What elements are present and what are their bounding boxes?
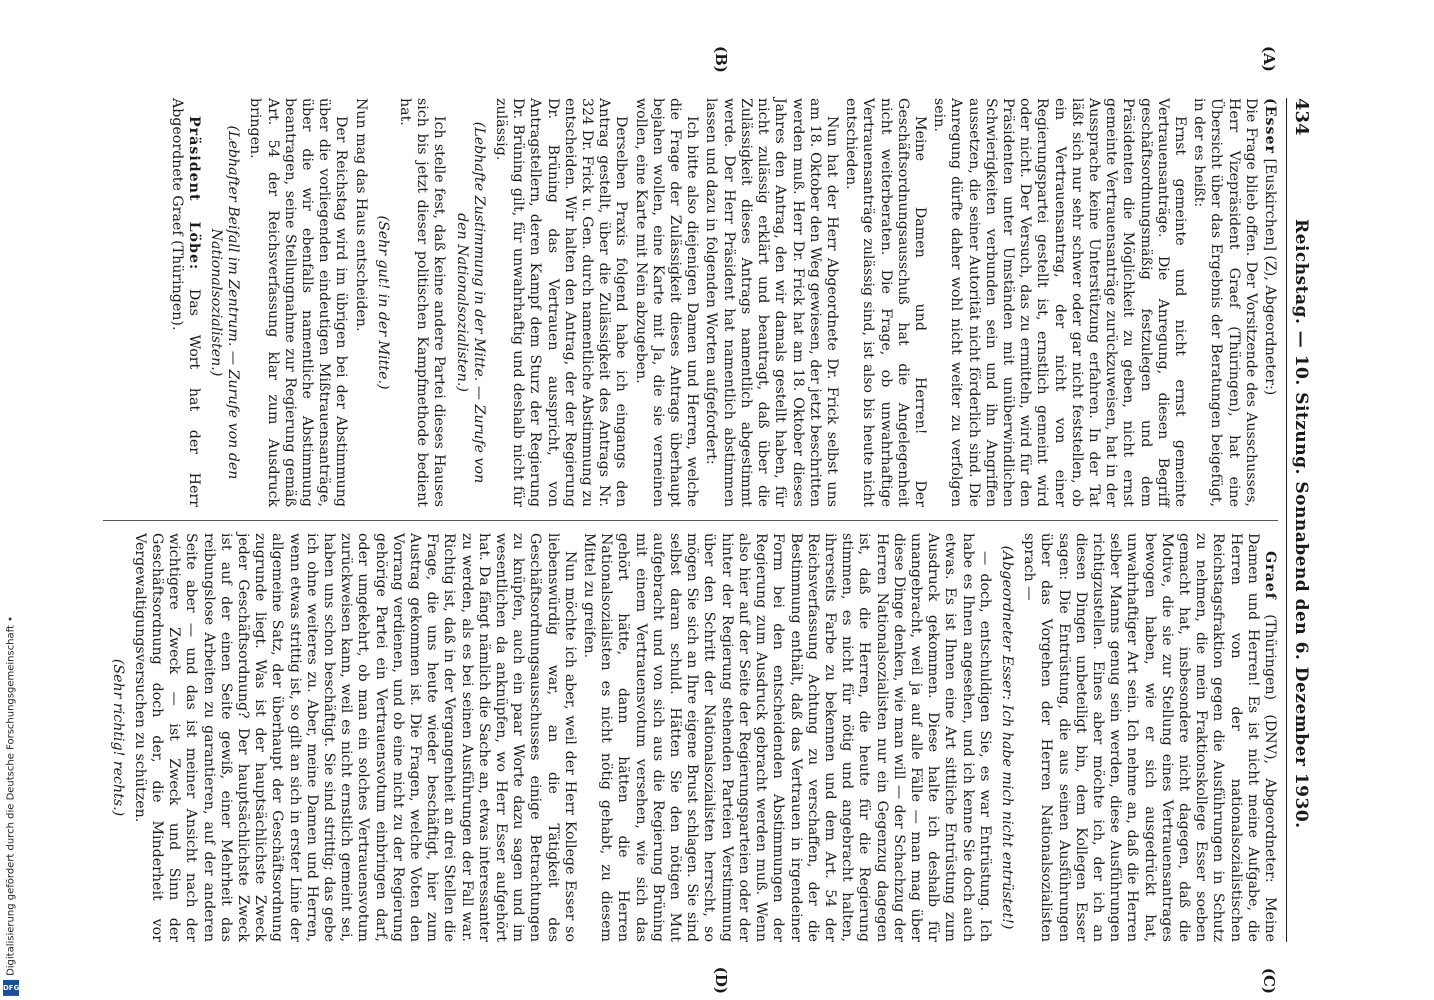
page-header	[1286, 98, 1312, 942]
paragraph-text: Nun möchte ich aber, weil der Herr Kollege Esser so liebenswürdig war, an die Tätigkeit des Geschäftsordnungsausschusses einige Betrachtungen zu knüpfen, auch ein paar Worte dazu sagen und im wesentlichen da anknüpfen, wo Herr Esser aufgehört hat. Da fängt nämlich die Sache an, etwas interessanter zu werden, als es bei seinen Ausführungen der Fall war. Richtig ist, daß in der Vergangenheit an drei Stellen die Frage, die uns heute wieder beschäftigt, hier zum Austrag gekommen ist. Die Fragen, welche Voten den Vorrang verdienen, und ob eine nicht zu der Regierung gehörige Partei ein Vertrauensvotum einbringen darf, oder umgekehrt, ob man ein solches Vertrauensvotum zurückweisen kann, weil es nicht ernstlich gemeint sei, haben uns schon beschäftigt. Sie sind strittig; das gebe ich ohne weiteres zu. Aber, meine Damen und Herren, wenn etwas strittig ist, so gilt an sich in erster Linie der allgemeine Satz, der überhaupt der Geschäftsordnung zugrunde liegt. Was ist der hauptsächlichste Zweck jeder Geschäftsordnung? Der hauptsächlichste Zweck ist auf der einen Seite gewiß, einer Mehrheit das reibungslose Arbeiten zu garantieren, auf der anderen Seite aber — und das ist meiner Ansicht nach der wichtigere Zweck — ist Zweck und Sinn der Geschäftsordnung doch der, die Minderheit vor Vergewaltigungsversuchen zu schützen.	[131, 533, 578, 942]
margin-marker-a: (A)	[1260, 46, 1278, 72]
paragraph-text: Derselben Praxis folgend habe ich eingangs den Antrag gestellt, über die Zulässigkeit des Antrags Nr. 324 Dr. Frick u. Gen. durch namentliche Abstimmung zu entscheiden. Wir halten den Antrag, der der Regierung Dr. Brüning das Vertrauen ausspricht, von Antragstellern, deren Kampf dem Sturz der Regierung Dr. Brüning gilt, für unwahrhaftig und deshalb nicht für zulässig.	[493, 98, 630, 507]
speaker-name: Präsident Löbe:	[185, 116, 202, 271]
column-divider	[103, 520, 1278, 521]
paragraph-text: (Lebhafter Beifall im Zentrum. — Zurufe von den Nationalsozialisten.)	[208, 125, 242, 480]
paragraph-text: (Sehr richtig! rechts.)	[109, 658, 126, 817]
paragraph	[930, 98, 1188, 507]
paragraph	[580, 533, 993, 942]
paragraph-text: (Abgeordneter Esser: Ich habe mich nicht entrüstet!)	[998, 545, 1015, 930]
speaker-name: (Esser	[1262, 98, 1278, 155]
paragraph	[1261, 98, 1278, 507]
paragraph-text: (Lebhafte Zustimmung in der Mitte. — Zurufe von den Nationalsozialisten.)	[453, 121, 487, 484]
paragraph	[351, 98, 368, 507]
paragraph	[131, 533, 578, 942]
paragraph-text: Die Frage blieb offen. Der Vorsitzende des Ausschusses, Herr Vizepräsident Graef (Thüringen), hat eine Übersicht über das Ergebnis der Beratungen beigefügt, in der es heißt:	[1191, 98, 1259, 507]
interjection	[207, 108, 241, 497]
paragraph-text: (Sehr gut! in der Mitte.)	[374, 215, 391, 390]
interjection	[108, 543, 125, 932]
paragraph-text: Meine Damen und Herren! Der Geschäftsordnungsausschuß hat die Angelegenheit nicht weiterberaten. Die Frage, ob unwahrhaftige Vertrauensanträge zulässig sind, ist also bis heute nicht entschieden.	[843, 98, 928, 507]
dfg-logo-icon: DFG	[3, 980, 19, 996]
paragraph	[492, 98, 630, 507]
two-column-body	[103, 98, 1278, 942]
left-column	[103, 98, 1278, 507]
margin-marker-b: (B)	[712, 46, 730, 73]
interjection	[998, 543, 1015, 932]
dfg-credit	[0, 0, 24, 1000]
paragraph	[1020, 533, 1278, 942]
paragraph	[396, 98, 448, 507]
paragraph-text: Nun mag das Haus entscheiden.	[352, 98, 369, 332]
paragraph-text: (Thüringen) (DNV), Abgeordneter: Meine Damen und Herren! Es ist nicht meine Aufgabe, die Herren von der nationalsozialistischen Reichstagsfraktion gegen die Ausführungen in Schutz zu nehmen, die mein Fraktionskollege Esser soeben gemacht hat, insbesondere nicht dagegen, daß die Motive, die sie zur Stellung eines Vertrauensantrages bewogen haben, wie er sich ausgedrückt hat, unwahrhaftiger Art sein. Ich nehme an, daß die Herren selber Manns genug sein werden, diese Ausführungen richtigzustellen. Eines aber möchte ich, der ich an diesen Dingen unbeteiligt bin, dem Kollegen Esser sagen: Die Entrüstung, die aus seinen Ausführungen über das Vorgehen der Herren Nationalsozialisten sprach —	[1021, 533, 1278, 942]
paragraph	[167, 98, 201, 507]
page-number: 434	[1291, 98, 1312, 136]
margin-marker-c: (C)	[1260, 967, 1278, 994]
paragraph-text: Ich stelle fest, daß keine andere Partei dieses Hauses sich bis jetzt dieser politischen Kampfmethode bedient hat.	[397, 98, 448, 507]
paragraph-text: Nun hat der Herr Abgeordnete Dr. Frick selbst uns am 18. Oktober den Weg gewiesen, der jetzt beschritten werden muß. Herr Dr. Frick hat am 18. Oktober dieses Jahres den Antrag, den wir damals gestellt haben, für nicht zulässig erklärt und beantragt, daß über die Zulässigkeit dieses Antrags namentlich abgestimmt werde. Der Herr Präsident hat namentlich abstimmen lassen und dazu in folgenden Worten aufgefordert:	[703, 98, 840, 507]
paragraph-text: Ernst gemeinte und nicht ernst gemeinte Vertrauensanträge. Die Anregung, diesen Begriff geschäftsordnungsmäßig festzulegen und dem Präsidenten die Möglichkeit zu geben, nicht ernst gemeinte Vertrauensanträge zurückzuweisen, hat in der Aussprache keine Unterstützung erfahren. In der Tat läßt sich nur sehr schwer oder gar nicht feststellen, ob ein Vertrauensantrag, der nicht von einer Regierungspartei gestellt ist, ernstlich gemeint wird oder nicht. Der Versuch, das zu ermitteln, wird für den Präsidenten unter Umständen mit unüberwindlichen Schwierigkeiten verbunden sein und ihn Angriffen aussetzen, die seiner Autorität nicht förderlich sind. Die Anregung dürfte daher wohl nicht weiter zu verfolgen sein.	[931, 98, 1188, 507]
interjection	[452, 108, 486, 497]
paragraph-text: Das Wort hat der Herr Abgeordnete Graef (Thüringen).	[168, 98, 202, 508]
right-column	[103, 533, 1278, 942]
running-title: Reichstag. — 10. Sitzung. Sonnabend den 6. Dezember 1930.	[1291, 219, 1311, 829]
speaker-name: Graef	[1262, 551, 1278, 600]
margin-marker-d: (D)	[712, 966, 730, 994]
paragraph	[1190, 98, 1259, 507]
paragraph	[246, 98, 349, 507]
dfg-credit-text: Digitalisierung gefördert durch die Deutsche Forschungsgemeinschaft •	[5, 616, 17, 976]
paragraph	[702, 98, 840, 507]
paragraph-text: [Euskirchen] (Z), Abgeordneter:)	[1262, 154, 1278, 396]
paragraph-text: — doch, entschuldigen Sie, es war Entrüstung. Ich habe es Ihnen angesehen, und ich kenne Sie doch auch etwas. Es ist Ihnen eine Art sittliche Entrüstung zum Ausdruck gekommen. Diese halte ich deshalb für unangebracht, weil ja auf alle Fälle — man mag über diese Dinge denken, wie man will — der Schachzug der Herren Nationalsozialisten nur ein Gegenzug dagegen ist, daß die Herren, die heute für die Regierung stimmen, es nicht für nötig und angebracht halten, ihrerseits Farbe zu bekennen und dem Art. 54 der Reichsverfassung Achtung zu verschaffen, der die Bestimmung enthält, daß das Vertrauen in irgendeiner Form bei den entscheidenden Abstimmungen der Regierung zum Ausdruck gebracht werden muß. Wenn also hier auf der Seite der Regierungsparteien oder der hinter der Regierung stehenden Parteien Verstimmung über den Schritt der Nationalsozialisten herrscht, so mögen Sie sich an Ihre eigene Brust schlagen. Sie sind selbst daran schuld. Hätten Sie den nötigen Mut aufgebracht und von sich aus die Regierung Brüning mit einem Vertrauensvotum versehen, wie sich das gehört hätte, dann hätten die Herren Nationalsozialisten es nicht nötig gehabt, zu diesem Mittel zu greifen.	[581, 533, 993, 942]
paragraph-text: Ich bitte also diejenigen Damen und Herren, welche die Frage der Zulässigkeit dieses Antrags überhaupt bejahen wollen, eine Karte mit Ja, die sie verneinen wollen, eine Karte mit Nein abzugeben.	[632, 98, 701, 507]
interjection	[374, 108, 391, 497]
paragraph	[842, 98, 928, 507]
paragraph	[631, 98, 700, 507]
paragraph-text: Der Reichstag wird im übrigen bei der Abstimmung über die vorliegenden eindeutigen Mißtrauensanträge, über die wir ebenfalls namentliche Abstimmung beantragen, seine Stellungnahme zur Regierung gemäß Art. 54 der Reichsverfassung klar zum Ausdruck bringen.	[247, 98, 350, 507]
